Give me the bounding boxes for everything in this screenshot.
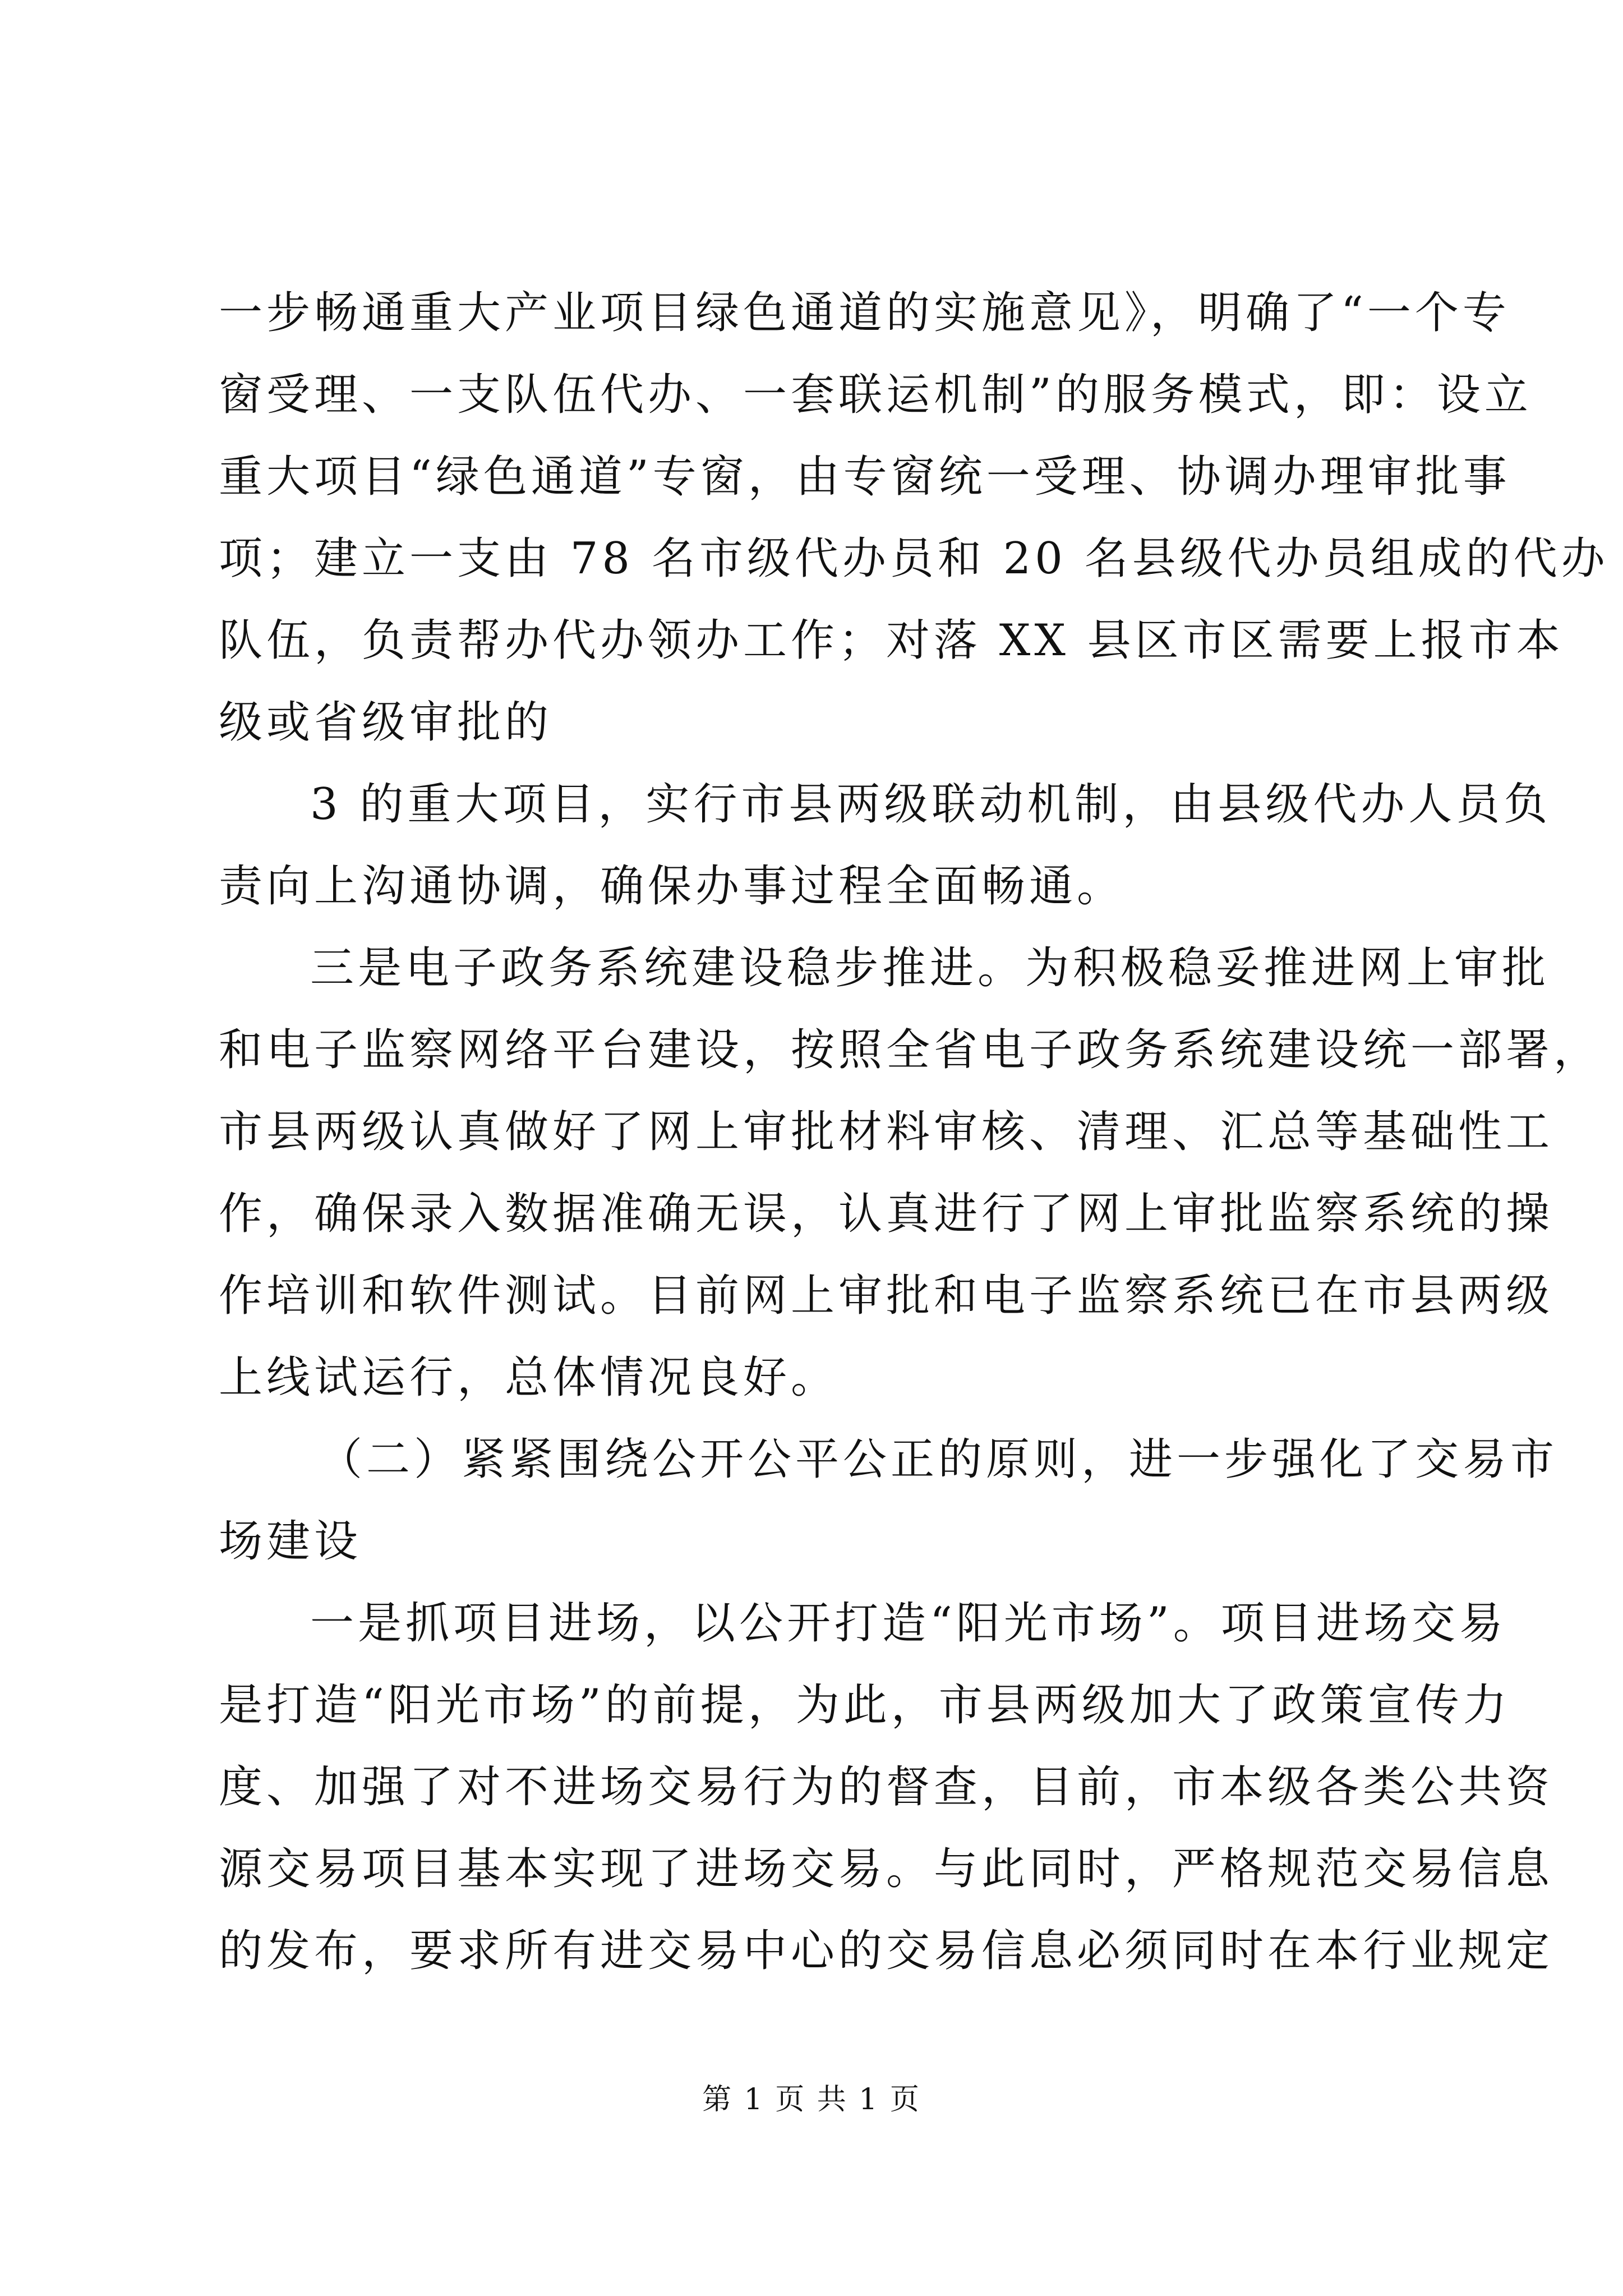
text-line: 重大项目“绿色通道”专窗，由专窗统一受理、协调办理审批事 [219, 452, 1511, 502]
text-line: 队伍，负责帮办代办领办工作；对落 XX 县区市区需要上报市本 [219, 615, 1564, 666]
text-line: 责向上沟通协调，确保办事过程全面畅通。 [219, 861, 1125, 912]
document-body [219, 272, 1609, 1992]
text-line: 三是电子政务系统建设稳步推进。为积极稳妥推进网上审批 [310, 943, 1550, 993]
text-line: 项；建立一支由 78 名市级代办员和 20 名县级代办员组成的代办 [219, 533, 1609, 584]
text-line: 源交易项目基本实现了进场交易。与此同时，严格规范交易信息 [219, 1844, 1554, 1894]
paragraph [219, 927, 1602, 1419]
text-line: 一是抓项目进场，以公开打造“阳光市场”。项目进场交易 [310, 1598, 1507, 1649]
section-heading-line: （二）紧紧围绕公开公平公正的原则，进一步强化了交易市 [319, 1434, 1559, 1485]
text-line: 一步畅通重大产业项目绿色通道的实施意见》，明确了“一个专 [219, 288, 1510, 338]
text-line: 窗受理、一支队伍代办、一套联运机制”的服务模式，即：设立 [219, 370, 1532, 420]
paragraph [219, 1419, 1559, 1582]
text-line: 和电子监察网络平台建设，按照全省电子政务系统建设统一部署， [219, 1025, 1602, 1075]
text-line: 3 的重大项目，实行市县两级联动机制，由县级代办人员负 [310, 779, 1552, 830]
section-heading-line: 场建设 [219, 1516, 362, 1567]
text-line: 的发布，要求所有进交易中心的交易信息必须同时在本行业规定 [219, 1926, 1554, 1976]
text-line: 度、加强了对不进场交易行为的督查，目前，市本级各类公共资 [219, 1762, 1554, 1812]
text-line: 是打造“阳光市场”的前提，为此，市县两级加大了政策宣传力 [219, 1680, 1511, 1731]
page-footer: 第 1 页 共 1 页 [702, 2083, 921, 2116]
paragraph [219, 272, 1609, 763]
text-line: 级或省级审批的 [219, 697, 553, 748]
text-line: 上线试运行，总体情况良好。 [219, 1352, 839, 1403]
paragraph [219, 1582, 1554, 1992]
paragraph [219, 763, 1552, 927]
text-line: 作培训和软件测试。目前网上审批和电子监察系统已在市县两级 [219, 1271, 1554, 1321]
text-line: 市县两级认真做好了网上审批材料审核、清理、汇总等基础性工 [219, 1107, 1554, 1157]
text-line: 作，确保录入数据准确无误，认真进行了网上审批监察系统的操 [219, 1189, 1554, 1239]
